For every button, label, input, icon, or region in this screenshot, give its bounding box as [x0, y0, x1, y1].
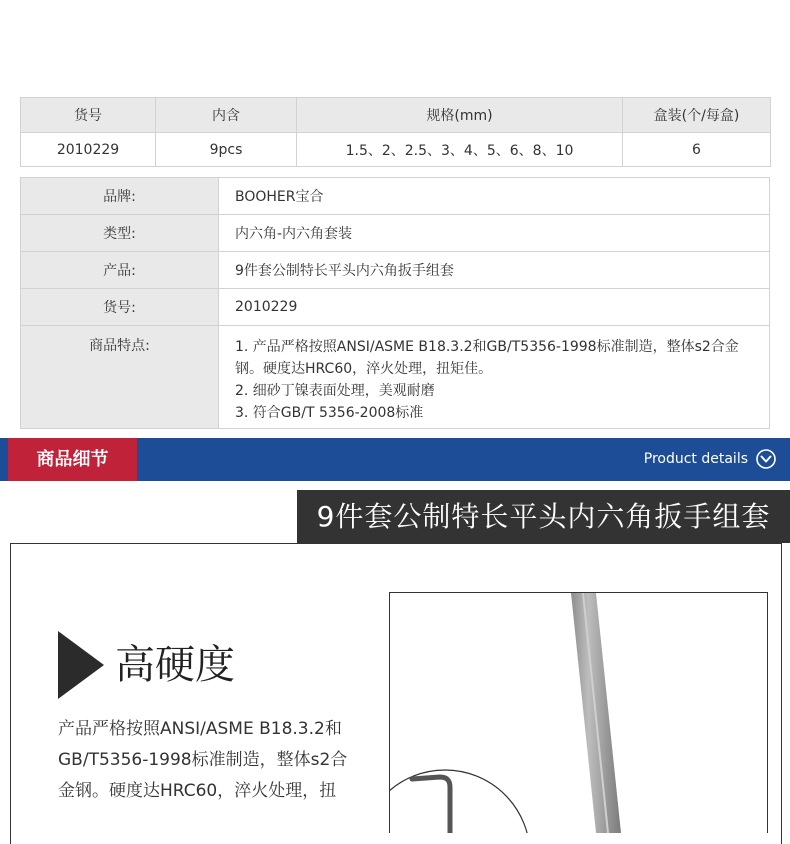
- chevron-down-circle-icon: [756, 449, 776, 469]
- attribute-table: [20, 177, 770, 429]
- attr-label-product: 产品:: [21, 252, 219, 289]
- spec-cell-box-qty: 6: [623, 133, 771, 167]
- section-banner-label: 商品细节: [8, 438, 137, 481]
- attr-label-type: 类型:: [21, 215, 219, 252]
- spec-header-row: [21, 98, 771, 133]
- attr-row-product: [21, 252, 770, 289]
- feature-item: 2. 细砂丁镍表面处理，美观耐磨: [235, 383, 435, 399]
- feature-description: 产品严格按照ANSI/ASME B18.3.2和GB/T5356-1998标准制造，整体s2合金钢。硬度达HRC60，淬火处理，扭: [58, 719, 348, 801]
- attr-row-sku: [21, 289, 770, 326]
- spec-header-sku: 货号: [21, 98, 156, 133]
- attr-value-sku: 2010229: [219, 289, 770, 326]
- feature-heading: 高硬度: [115, 642, 235, 688]
- spec-cell-contents: 9pcs: [156, 133, 297, 167]
- triangle-bullet-icon: [58, 631, 104, 699]
- spec-table: [20, 97, 771, 167]
- section-banner-english: Product details: [643, 451, 748, 467]
- attr-label-brand: 品牌:: [21, 178, 219, 215]
- product-title: 9件套公制特长平头内六角扳手组套: [297, 490, 790, 543]
- attr-value-type: 内六角-内六角套装: [219, 215, 770, 252]
- attr-value-features: [219, 326, 770, 429]
- spec-header-box-qty: 盒装(个/每盒): [623, 98, 771, 133]
- spec-data-row: [21, 133, 771, 167]
- attr-row-type: [21, 215, 770, 252]
- spec-header-size: 规格(mm): [297, 98, 623, 133]
- attr-value-product: 9件套公制特长平头内六角扳手组套: [219, 252, 770, 289]
- product-photo: [389, 592, 768, 833]
- spec-cell-size: 1.5、2、2.5、3、4、5、6、8、10: [297, 133, 623, 167]
- attr-value-brand: BOOHER宝合: [219, 178, 770, 215]
- feature-item: 3. 符合GB/T 5356-2008标准: [235, 405, 424, 421]
- attr-label-features: 商品特点:: [21, 326, 219, 429]
- attr-label-sku: 货号:: [21, 289, 219, 326]
- attr-row-features: [21, 326, 770, 429]
- spec-header-contents: 内含: [156, 98, 297, 133]
- attr-row-brand: [21, 178, 770, 215]
- spec-cell-sku: 2010229: [21, 133, 156, 167]
- hex-key-illustration: [390, 593, 767, 833]
- feature-item: 1. 产品严格按照ANSI/ASME B18.3.2和GB/T5356-1998标准制造，整体s2合金钢。硬度达HRC60，淬火处理，扭矩佳。: [235, 339, 739, 377]
